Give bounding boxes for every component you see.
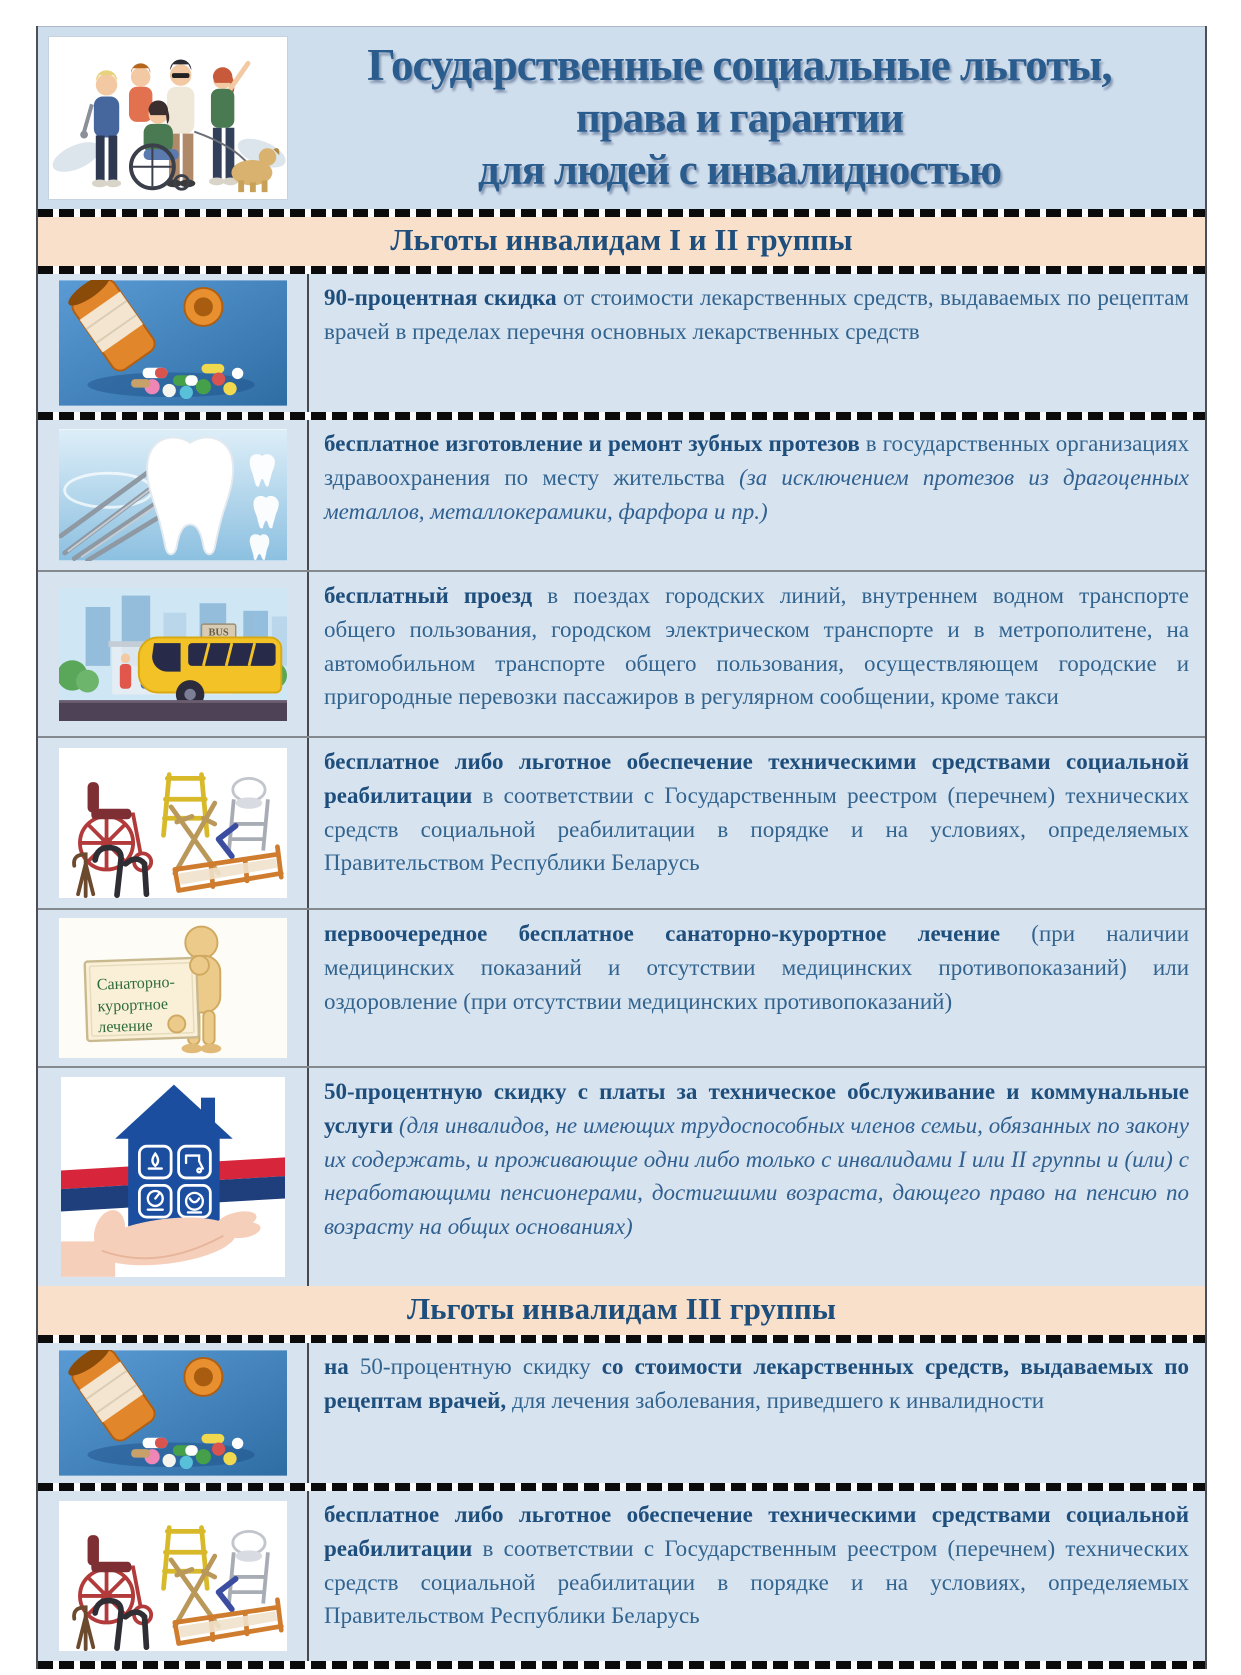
text-segment: (для инвалидов, не имеющих трудоспособных членов семьи, обязанных по закону их содержать, и проживающие одни либо только с инвалидами I или II группы и (или) с неработающими пенсионерами, достигшими возраста, дающего право на пенсию по возрасту на общих основаниях) [324,1112,1189,1240]
dashed-divider [38,412,1205,420]
tooth-icon [59,429,287,561]
pills-icon [59,280,287,406]
section-1-title: Льготы инвалидам I и II группы [390,222,853,257]
text-segment: 50-процентную скидку с платы за техническое обслуживание и коммунальные услуги [324,1079,1189,1138]
row-illustration-cell [38,1491,309,1661]
benefit-text [309,274,1205,412]
row-illustration-cell [38,738,309,908]
people-group-icon [50,38,286,198]
pills-icon [59,1350,287,1476]
text-segment: бесплатное изготовление и ремонт зубных протезов [324,431,866,456]
header-banner [38,26,1205,209]
text-segment: бесплатное либо льготное обеспечение техническими средствами социальной реабилитации [324,1502,1189,1561]
text-segment: от стоимости лекарственных средств, выдаваемых по рецептам врачей в пределах перечня основных лекарственных средств [324,285,1189,344]
text-segment: на [324,1354,360,1379]
row-illustration-cell [38,420,309,570]
benefit-row-sanatorium [38,910,1205,1066]
row-illustration-cell [38,1068,309,1286]
mobility-aids-icon [59,748,287,898]
benefit-text [309,420,1205,570]
page-title-line-3: для людей с инвалидностью [478,147,1001,195]
text-segment: 50-процентную скидку [359,1354,602,1379]
text-segment: в государственных организациях здравоохранения по месту жительства [324,431,1189,490]
benefit-text [309,1491,1205,1661]
benefit-row-dental [38,420,1205,570]
house-utilities-icon [61,1077,285,1277]
page-title-line-1: Государственные социальные льготы, [367,40,1112,91]
benefits-board [36,26,1207,1669]
text-segment: бесплатное либо льготное обеспечение техническими средствами социальной реабилитации [324,749,1189,808]
benefit-row-utilities [38,1068,1205,1286]
benefit-row-medicines-50 [38,1343,1205,1483]
row-illustration-cell [38,274,309,412]
dashed-divider [38,1661,1205,1669]
benefit-text [309,1343,1205,1483]
page-title [288,38,1191,198]
benefit-row-transport [38,572,1205,736]
text-segment: со стоимости лекарственных средств, выдаваемых по рецептам врачей, [324,1354,1189,1413]
header-illustration-box [48,36,288,200]
section-1-band [38,217,1205,266]
section-2-title: Льготы инвалидам III группы [407,1291,836,1326]
text-segment: первоочередное бесплатное санаторно-курортное лечение [324,921,1032,946]
dashed-divider [38,209,1205,217]
row-illustration-cell [38,910,309,1066]
text-segment: 90-процентная скидка [324,285,563,310]
benefit-text [309,910,1205,1066]
benefit-text [309,738,1205,908]
text-segment: для лечения заболевания, приведшего к инвалидности [511,1387,1045,1413]
benefit-text [309,1068,1205,1286]
dashed-divider [38,1483,1205,1491]
section-2-band [38,1286,1205,1335]
text-segment: в соответствии с Государственным реестром (перечнем) технических средств социальной реабилитации в порядке и на условиях, определяемых Правительством Республики Беларусь [324,782,1190,876]
mobility-aids-icon [59,1501,287,1651]
benefit-row-rehab-equipment-3 [38,1491,1205,1661]
dashed-divider [38,266,1205,274]
benefit-row-rehab-equipment [38,738,1205,908]
text-segment: в поездах городских линий, внутреннем водном транспорте общего пользования, городском электрическом транспорте и в метрополитене, на автомобильном транспорте общего пользования, осуществляющем городские и пригородные перевозки пассажиров в регулярном сообщении, кроме такси [324,583,1189,710]
text-segment: в соответствии с Государственным реестром (перечнем) технических средств социальной реабилитации в порядке и на условиях, определяемых Правительством Республики Беларусь [324,1535,1190,1629]
text-segment: бесплатный проезд [324,583,548,608]
row-illustration-cell [38,1343,309,1483]
bus-icon [59,588,287,721]
sanatorium-icon [59,918,287,1058]
page-title-line-2: права и гарантии [575,94,904,142]
row-illustration-cell [38,572,309,736]
text-segment: (за исключением протезов из драгоценных металлов, металлокерамики, фарфора и пр.) [324,464,1190,524]
text-segment: (при наличии медицинских показаний и отсутствии медицинских противопоказаний) или оздоровление (при отсутствии медицинских противопоказаний) [324,921,1189,1014]
benefit-row-medicines-90 [38,274,1205,412]
benefit-text [309,572,1205,736]
dashed-divider [38,1335,1205,1343]
